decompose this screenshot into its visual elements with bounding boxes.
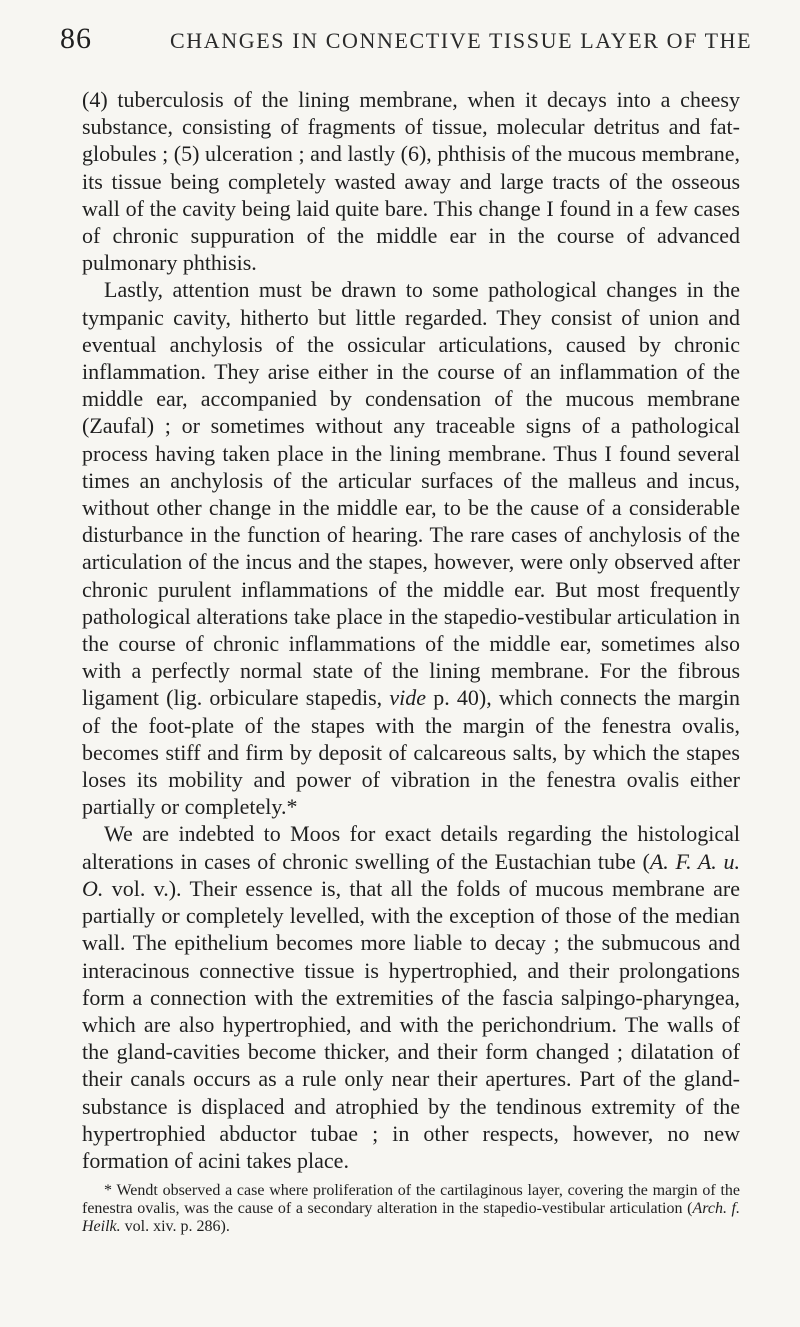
footnote: [82, 1182, 740, 1236]
page-header: [60, 22, 753, 58]
paragraph-3: [82, 820, 740, 1174]
vide-italic: vide: [389, 685, 427, 711]
page-number: 86: [60, 22, 92, 55]
footnote-ref-italic: Arch. f. Heilk.: [82, 1200, 741, 1235]
journal-ref-italic: A. F. A. u. O.: [82, 848, 740, 901]
paragraph-2-end: p. 40), which connects the margin of the foot-plate of the stapes with the margin of the fenestra ovalis, becomes stiff and firm by deposit of calcareous salts, by which the stapes loses its mobility and power of vibration in the fenestra ovalis either partially or completely.*: [82, 685, 741, 820]
footnote-end: vol. xiv. p. 286).: [124, 1218, 230, 1235]
paragraph-3-start: We are indebted to Moos for exact details regarding the histological alterations in cases of chronic swelling of the Eustachian tube (: [82, 821, 740, 874]
footnote-start: * Wendt observed a case where proliferation of the cartilaginous layer, covering the margin of the fenestra ovalis, was the cause of a secondary alteration in the stapedio-vestibular articulation (: [82, 1182, 740, 1217]
running-title: CHANGES IN CONNECTIVE TISSUE LAYER OF THE: [170, 28, 753, 53]
paragraph-1: (4) tuberculosis of the lining membrane, when it decays into a cheesy substance, consisting of fragments of tissue, molecular detritus and fat-globules ; (5) ulceration ; and lastly (6), phthisis of the mucous membrane, its tissue being completely wasted away and large tracts of the osseous wall of the cavity being laid quite bare. This change I found in a few cases of chronic suppuration of the middle ear in the course of advanced pulmonary phthisis.: [82, 87, 740, 276]
paragraph-2: [82, 276, 740, 820]
paragraph-3-end: vol. v.). Their essence is, that all the folds of mucous membrane are partially or completely levelled, with the exception of those of the median wall. The epithelium becomes more liable to decay ; the submucous and interacinous connective tissue is hypertrophied, and their prolongations form a connection with the extremities of the fascia salpingo-pharyngea, which are also hypertrophied, and with the perichondrium. The walls of the gland-cavities become thicker, and their form changed ; dilatation of their canals occurs as a rule only near their apertures. Part of the gland-substance is displaced and atrophied by the tendinous extremity of the hypertrophied abductor tubae ; in other respects, however, no new formation of acini takes place.: [82, 875, 740, 1173]
footnote-text: [82, 1182, 740, 1236]
paragraph-2-text: Lastly, attention must be drawn to some pathological changes in the tympanic cavity, hitherto but little regarded. They consist of union and eventual anchylosis of the ossicular articulations, caused by chronic inflammation. They arise either in the course of an inflammation of the middle ear, accompanied by condensation of the mucous membrane (Zaufal) ; or sometimes without any traceable signs of a pathological process having taken place in the lining membrane. Thus I found several times an anchylosis of the articular surfaces of the malleus and incus, without other change in the middle ear, to be the cause of a considerable disturbance in the function of hearing. The rare cases of anchylosis of the articulation of the incus and the stapes, however, were only observed after chronic purulent inflammations of the middle ear. But most frequently pathological alterations take place in the stapedio-vestibular articulation in the course of chronic inflammations of the middle ear, sometimes also with a perfectly normal state of the lining membrane. For the fibrous ligament (lig. orbiculare stapedis,: [82, 277, 740, 711]
body-text: [82, 86, 740, 1174]
